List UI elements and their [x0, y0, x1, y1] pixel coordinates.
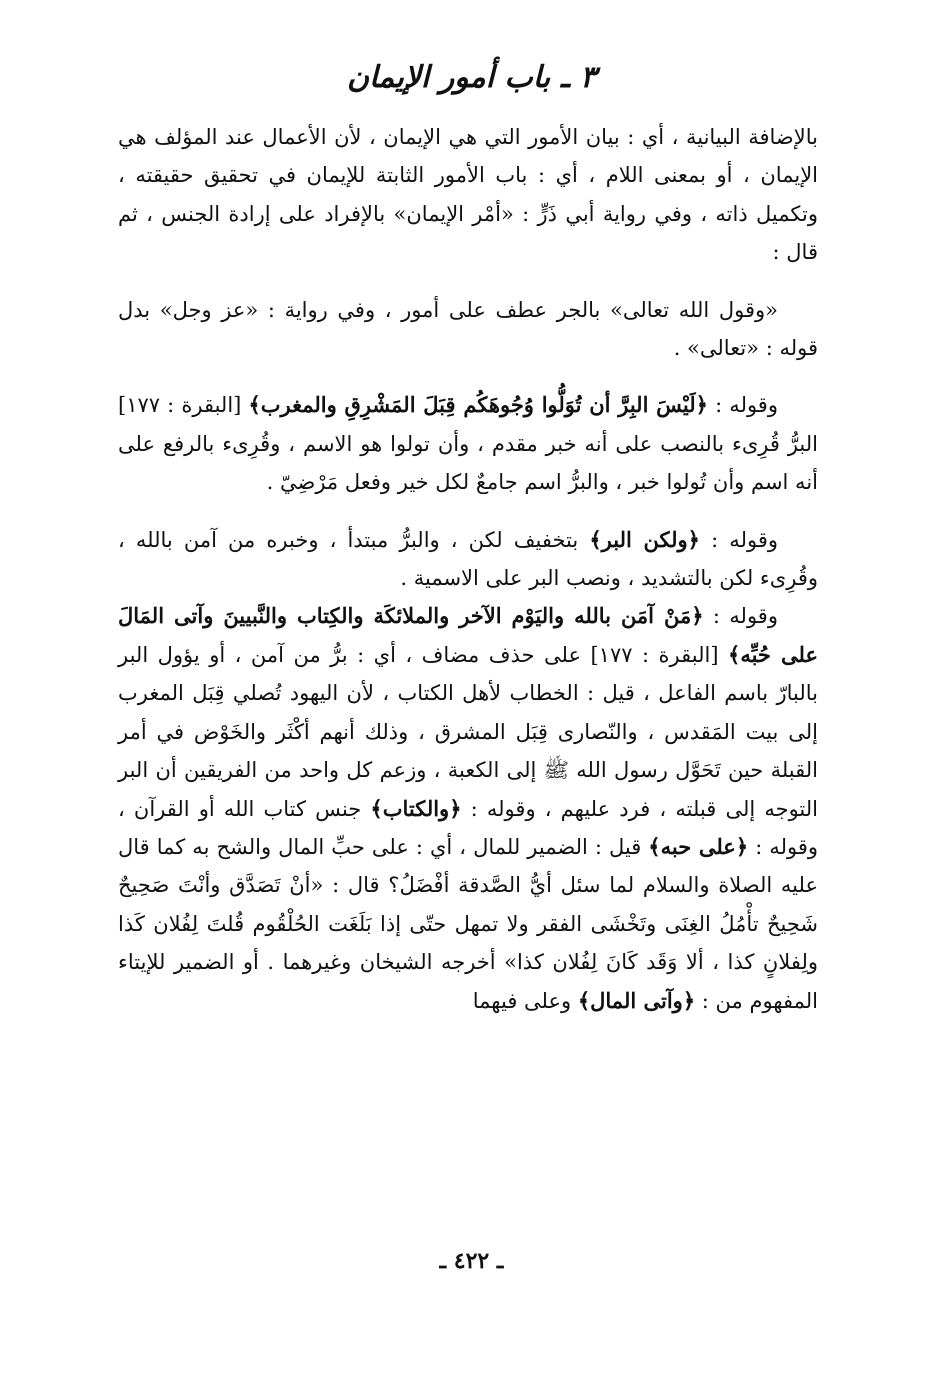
- quran-verse-3: ﴿مَنْ آمَن بالله واليَوْم الآخر والملائكَة والكِتاب والنَّبيينَ وآتى المَالَ على حُبِّه﴾: [118, 603, 818, 667]
- paragraph-5-part-3: قيل : الضمير للمال ، أي : على حبِّ المال والشح به كما قال عليه الصلاة والسلام لما سئل أيُّ الصَّدقة أفْضَلُ؟ قال : «أنْ تَصَدَّق وأنْتَ صَحِيحٌ شَحِيحٌ تأْمُلُ الغِنَى وتَخْشَى الفقر ولا تمهل حتّى إذا بَلَغَت الحُلْقُوم قُلتَ لِفُلان كَذا ولِفلانٍ كذا ، ألا وَقَد كَانَ لِفُلان كذا» أخرجه الشيخان وغيرهما . أو الضمير للإيتاء المفهوم من :: [118, 834, 818, 1013]
- paragraph-4-rest: بتخفيف لكن ، والبرُّ مبتدأ ، وخبره من آمن بالله ، وقُرِىء لكن بالتشديد ، ونصب البر على الاسمية .: [118, 527, 818, 591]
- quran-verse-1: ﴿لَيْسَ البِرَّ أن تُوَلُّوا وُجُوهَكُم قِبَلَ المَشْرِقِ والمغرب﴾: [248, 392, 708, 418]
- quran-verse-4: ﴿والكتاب﴾: [370, 795, 462, 821]
- page-number: ـ ٤٢٢ ـ: [439, 1248, 504, 1274]
- paragraph-4-intro: وقوله :: [700, 527, 778, 552]
- chapter-title: ٣ ـ باب أمور الإيمان: [346, 60, 597, 95]
- paragraph-5-intro: وقوله :: [703, 604, 778, 629]
- paragraph-3-intro: وقوله :: [707, 393, 778, 418]
- paragraph-5: [118, 597, 818, 1019]
- paragraph-5-part-1: [البقرة : ١٧٧] على حذف مضاف ، أي : برُّ من آمن ، أو يؤول البر بالبارّ باسم الفاعل ، قيل : الخطاب لأهل الكتاب ، لأن اليهود تُصلي قِبَل المغرب إلى بيت المَقدس ، والنّصارى قِبَل المشرق ، وذلك أنهم أكْثَر والخَوْض في أمر القبلة حين تَحَوَّل رسول الله ﷺ إلى الكعبة ، وزعم كل واحد من الفريقين أن البر التوجه إلى قبلته ، فرد عليهم ، وقوله :: [118, 642, 818, 821]
- paragraph-5-end: وعلى فيهما: [472, 988, 578, 1013]
- paragraph-4: [118, 521, 818, 598]
- body-text: [118, 118, 818, 1020]
- paragraph-2: «وقول الله تعالى» بالجر عطف على أمور ، وفي رواية : «عز وجل» بدل قوله : «تعالى» .: [118, 297, 818, 361]
- quran-verse-6: ﴿وآتى المال﴾: [577, 987, 696, 1013]
- paragraph-3-rest: [البقرة : ١٧٧] البرُّ قُرِىء بالنصب على أنه خبر مقدم ، وأن تولوا هو الاسم ، وقُرِىء بالرفع على أنه اسم وأن تُولوا خبر ، والبرُّ اسم جامعٌ لكل خير وفعل مَرْضِيّ .: [118, 393, 818, 495]
- quran-verse-2: ﴿ولكن البر﴾: [589, 526, 700, 552]
- paragraph-1: بالإضافة البيانية ، أي : بيان الأمور التي هي الإيمان ، لأن الأعمال عند المؤلف هي الإيمان ، أو بمعنى اللام ، أي : باب الأمور الثابتة للإيمان في تحقيق حقيقته ، وتكميل ذاته ، وفي رواية أبي ذَرٍّ : «أمْر الإيمان» بالإفراد على إرادة الجنس ، ثم قال :: [118, 125, 818, 265]
- quran-verse-5: ﴿على حبه﴾: [648, 833, 749, 859]
- paragraph-3: [118, 386, 818, 501]
- paragraph-5-part-2: جنس كتاب الله أو القرآن ، وقوله :: [118, 796, 818, 859]
